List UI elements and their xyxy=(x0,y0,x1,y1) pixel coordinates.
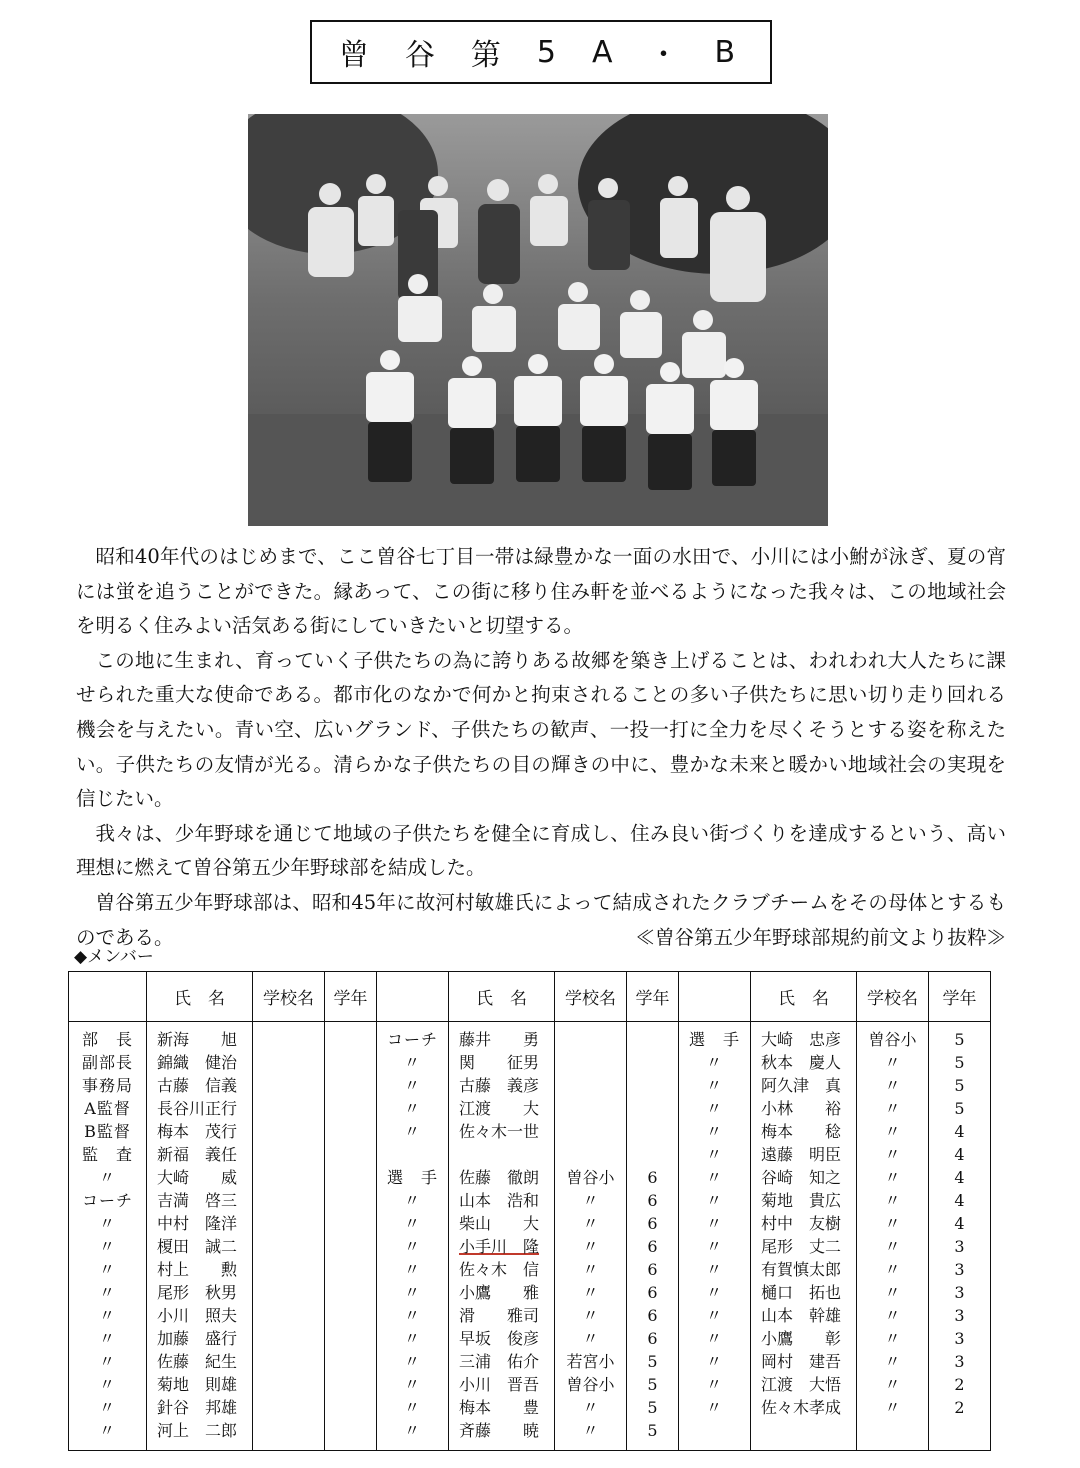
title-char: ・ xyxy=(648,38,687,73)
table-cell: 5 xyxy=(954,1076,965,1095)
table-cell: 〃 xyxy=(705,1168,723,1187)
table-cell: 〃 xyxy=(98,1375,116,1394)
table-cell: 6 xyxy=(647,1329,658,1348)
table-cell: 〃 xyxy=(582,1421,599,1440)
table-cell: 選 手 xyxy=(688,1030,740,1049)
header-school: 学校名 xyxy=(253,972,325,1022)
header-grade: 学年 xyxy=(627,972,679,1022)
source-note: ≪曽谷第五少年野球部規約前文より抜粋≫ xyxy=(635,925,1006,949)
table-cell: コーチ xyxy=(81,1191,133,1210)
table-cell: 小川 晋吾 xyxy=(459,1375,540,1394)
table-cell: 〃 xyxy=(582,1283,599,1302)
table-cell: 〃 xyxy=(403,1099,421,1118)
header-role xyxy=(377,972,449,1022)
table-cell: 〃 xyxy=(98,1421,116,1440)
table-cell: 〃 xyxy=(582,1191,599,1210)
table-cell: 佐藤 徹朗 xyxy=(459,1168,540,1187)
table-cell: 小川 照夫 xyxy=(157,1306,238,1325)
table-cell: 〃 xyxy=(403,1352,421,1371)
table-cell: 加藤 盛行 xyxy=(157,1329,238,1348)
table-cell: 大崎 忠彦 xyxy=(761,1030,842,1049)
table-cell: 〃 xyxy=(98,1398,116,1417)
header-role xyxy=(679,972,751,1022)
table-cell: 若宮小 xyxy=(566,1352,615,1371)
table-cell: 佐々木 信 xyxy=(459,1260,540,1279)
table-cell: 梅本 豊 xyxy=(459,1398,540,1417)
table-cell: 〃 xyxy=(98,1352,116,1371)
table-cell: 5 xyxy=(954,1099,965,1118)
schools-col xyxy=(253,1022,325,1451)
table-cell: 曽谷小 xyxy=(566,1375,615,1394)
table-cell: 梅本 稔 xyxy=(761,1122,842,1141)
header-name: 氏 名 xyxy=(449,972,555,1022)
paragraph: 曽谷第五少年野球部は、昭和45年に故河村敏雄氏によって結成されたクラブチームをその母体とするものである。 xyxy=(76,890,1006,949)
member-table xyxy=(68,971,991,1451)
table-cell: 5 xyxy=(954,1030,965,1049)
table-cell: 〃 xyxy=(98,1214,116,1233)
table-cell: 曽谷小 xyxy=(566,1168,615,1187)
header-school: 学校名 xyxy=(555,972,627,1022)
table-cell: 菊地 貴広 xyxy=(761,1191,842,1210)
table-cell: 〃 xyxy=(884,1191,901,1210)
table-cell: 〃 xyxy=(884,1329,901,1348)
table-cell xyxy=(631,1028,674,1051)
table-cell: 尾形 秋男 xyxy=(157,1283,238,1302)
table-cell: 6 xyxy=(647,1214,658,1233)
title-char: B xyxy=(714,34,744,70)
table-cell: 藤井 勇 xyxy=(459,1030,540,1049)
table-cell xyxy=(559,1097,622,1120)
grades-col xyxy=(929,1022,991,1451)
table-cell: 〃 xyxy=(582,1398,599,1417)
table-cell: 〃 xyxy=(98,1329,116,1348)
table-cell: 秋本 慶人 xyxy=(761,1053,842,1072)
table-cell: 菊地 則雄 xyxy=(157,1375,238,1394)
table-cell: 新海 旭 xyxy=(157,1030,238,1049)
table-cell: 〃 xyxy=(705,1237,723,1256)
table-cell: 榎田 誠二 xyxy=(157,1237,238,1256)
table-cell xyxy=(631,1120,674,1143)
table-cell: 〃 xyxy=(884,1145,901,1164)
title-char: 5 xyxy=(536,34,564,70)
table-cell: 佐藤 紀生 xyxy=(157,1352,238,1371)
table-cell: 〃 xyxy=(582,1214,599,1233)
table-cell: 古藤 信義 xyxy=(157,1076,238,1095)
table-cell: 柴山 大 xyxy=(459,1214,540,1233)
table-cell: 〃 xyxy=(884,1076,901,1095)
table-cell: 〃 xyxy=(403,1421,421,1440)
roles-col xyxy=(377,1022,449,1451)
paragraph: 我々は、少年野球を通じて地域の子供たちを健全に育成し、住み良い街づくりを達成するという、高い理想に燃えて曽谷第五少年野球部を結成した。 xyxy=(76,821,1006,880)
table-cell: 新福 義任 xyxy=(157,1145,238,1164)
table-cell: 〃 xyxy=(403,1375,421,1394)
table-cell: 〃 xyxy=(403,1053,421,1072)
title-char: 第 xyxy=(470,38,509,73)
table-cell: 〃 xyxy=(403,1214,421,1233)
table-cell: 江渡 大 xyxy=(459,1099,540,1118)
table-cell: 関 征男 xyxy=(459,1053,540,1072)
table-cell: コーチ xyxy=(386,1030,438,1049)
table-cell: 〃 xyxy=(403,1329,421,1348)
grades-col xyxy=(627,1022,679,1451)
table-cell: 〃 xyxy=(705,1099,723,1118)
header-grade: 学年 xyxy=(325,972,377,1022)
table-cell: 尾形 丈二 xyxy=(761,1237,842,1256)
table-cell: 斉藤 暁 xyxy=(459,1421,540,1440)
table-cell: 3 xyxy=(954,1237,965,1256)
table-cell: 〃 xyxy=(884,1053,901,1072)
table-cell: 〃 xyxy=(705,1329,723,1348)
table-cell: 〃 xyxy=(403,1122,421,1141)
header-name: 氏 名 xyxy=(147,972,253,1022)
table-cell: 5 xyxy=(647,1398,658,1417)
table-cell: 〃 xyxy=(582,1306,599,1325)
table-cell: 岡村 建吾 xyxy=(761,1352,842,1371)
page-title xyxy=(310,20,772,84)
table-cell: 〃 xyxy=(884,1375,901,1394)
table-cell: 3 xyxy=(954,1283,965,1302)
table-cell: 〃 xyxy=(403,1260,421,1279)
table-cell: 小鷹 彰 xyxy=(761,1329,842,1348)
table-cell: 針谷 邦雄 xyxy=(157,1398,238,1417)
table-cell: 滑 雅司 xyxy=(459,1306,540,1325)
table-cell: 佐々木孝成 xyxy=(761,1398,842,1417)
table-cell: 〃 xyxy=(705,1306,723,1325)
table-cell: 3 xyxy=(954,1260,965,1279)
table-cell: 4 xyxy=(954,1168,965,1187)
roles-col xyxy=(679,1022,751,1451)
table-cell: 〃 xyxy=(884,1099,901,1118)
table-cell: 5 xyxy=(647,1352,658,1371)
table-cell: 中村 隆洋 xyxy=(157,1214,238,1233)
table-cell: 谷崎 知之 xyxy=(761,1168,842,1187)
table-cell: 2 xyxy=(954,1398,965,1417)
table-cell: 〃 xyxy=(582,1329,599,1348)
table-cell: 小林 裕 xyxy=(761,1099,842,1118)
table-cell: 5 xyxy=(647,1421,658,1440)
table-cell: B監督 xyxy=(84,1122,131,1141)
table-cell: 〃 xyxy=(884,1237,901,1256)
names-col xyxy=(147,1022,253,1451)
table-cell: 事務局 xyxy=(81,1076,133,1095)
header-role xyxy=(69,972,147,1022)
header-name: 氏 名 xyxy=(751,972,857,1022)
table-cell: 〃 xyxy=(884,1306,901,1325)
table-cell: 〃 xyxy=(403,1191,421,1210)
table-cell: 有賀慎太郎 xyxy=(761,1260,842,1279)
table-cell: 5 xyxy=(954,1053,965,1072)
table-cell: 小鷹 雅 xyxy=(459,1283,540,1302)
table-cell: 〃 xyxy=(403,1237,421,1256)
table-cell: 山本 幹雄 xyxy=(761,1306,842,1325)
table-cell: 〃 xyxy=(98,1283,116,1302)
team-photo xyxy=(248,114,828,526)
table-cell: 江渡 大悟 xyxy=(761,1375,842,1394)
table-cell: 錦織 健治 xyxy=(157,1053,238,1072)
schools-col xyxy=(857,1022,929,1451)
table-cell: 〃 xyxy=(705,1076,723,1095)
table-cell: 早坂 俊彦 xyxy=(459,1329,540,1348)
title-char: 曾 xyxy=(338,38,377,73)
roles-col xyxy=(69,1022,147,1451)
table-cell: 2 xyxy=(954,1375,965,1394)
table-row xyxy=(69,1022,991,1451)
table-cell: 〃 xyxy=(705,1260,723,1279)
table-cell: 〃 xyxy=(582,1237,599,1256)
table-cell: 〃 xyxy=(884,1260,901,1279)
table-cell: 三浦 佑介 xyxy=(459,1352,540,1371)
table-cell: 〃 xyxy=(705,1375,723,1394)
table-cell: 古藤 義彦 xyxy=(459,1076,540,1095)
team-photo-icon xyxy=(248,114,828,526)
table-cell: 曽谷小 xyxy=(868,1030,917,1049)
table-cell: 〃 xyxy=(884,1214,901,1233)
table-cell: 梅本 茂行 xyxy=(157,1122,238,1141)
table-cell: 3 xyxy=(954,1306,965,1325)
table-cell: 6 xyxy=(647,1191,658,1210)
header-school: 学校名 xyxy=(857,972,929,1022)
table-cell: 3 xyxy=(954,1329,965,1348)
table-cell xyxy=(559,1074,622,1097)
table-cell: 監 査 xyxy=(81,1145,133,1164)
table-cell: 4 xyxy=(954,1214,965,1233)
schools-col xyxy=(555,1022,627,1451)
table-cell: 〃 xyxy=(705,1398,723,1417)
table-cell: 〃 xyxy=(403,1076,421,1095)
table-cell: 〃 xyxy=(98,1260,116,1279)
table-cell: 〃 xyxy=(884,1352,901,1371)
table-cell: 小手川 隆 xyxy=(459,1237,540,1256)
table-cell: 6 xyxy=(647,1168,658,1187)
table-cell: 遠藤 明臣 xyxy=(761,1145,842,1164)
table-cell xyxy=(559,1120,622,1143)
table-cell: 4 xyxy=(954,1145,965,1164)
table-cell: 〃 xyxy=(705,1122,723,1141)
table-cell: 4 xyxy=(954,1122,965,1141)
table-cell: 3 xyxy=(954,1352,965,1371)
table-cell: 副部長 xyxy=(81,1053,133,1072)
table-cell: 〃 xyxy=(884,1122,901,1141)
table-cell xyxy=(559,1051,622,1074)
table-cell: 〃 xyxy=(705,1053,723,1072)
table-cell: 村上 勲 xyxy=(157,1260,238,1279)
table-cell: 〃 xyxy=(884,1398,901,1417)
paragraph: この地に生まれ、育っていく子供たちの為に誇りある故郷を築き上げることは、われわれ大人たちに課せられた重大な使命である。都市化のなかで何かと拘束されることの多い子供たちに思い切り走り回れる機会を与えたい。青い空、広いグランド、子供たちの歓声、一投一打に全力を尽くそうとする姿を称えたい。子供たちの友情が光る。清らかな子供たちの目の輝きの中に、豊かな未来と暖かい地域社会の実現を信じたい。 xyxy=(76,648,1006,811)
table-cell: A監督 xyxy=(84,1099,131,1118)
names-col xyxy=(751,1022,857,1451)
table-cell xyxy=(559,1143,622,1166)
table-cell: 〃 xyxy=(98,1168,116,1187)
table-cell: 吉満 啓三 xyxy=(157,1191,238,1210)
table-cell: 5 xyxy=(647,1375,658,1394)
table-cell: 村中 友樹 xyxy=(761,1214,842,1233)
table-cell: 河上 二郎 xyxy=(157,1421,238,1440)
table-cell xyxy=(453,1143,550,1166)
preamble-text xyxy=(76,540,1006,955)
table-cell: 選 手 xyxy=(386,1168,438,1187)
table-cell: 阿久津 真 xyxy=(761,1076,842,1095)
table-cell: 山本 浩和 xyxy=(459,1191,540,1210)
table-cell: 〃 xyxy=(705,1352,723,1371)
table-header-row xyxy=(69,972,991,1022)
table-cell: 4 xyxy=(954,1191,965,1210)
table-cell: 樋口 拓也 xyxy=(761,1283,842,1302)
table-cell: 〃 xyxy=(884,1168,901,1187)
table-cell: 6 xyxy=(647,1306,658,1325)
table-cell xyxy=(631,1074,674,1097)
table-cell: 〃 xyxy=(403,1398,421,1417)
header-grade: 学年 xyxy=(929,972,991,1022)
table-cell xyxy=(631,1051,674,1074)
table-cell xyxy=(631,1097,674,1120)
table-cell xyxy=(381,1143,444,1166)
table-cell: 〃 xyxy=(884,1283,901,1302)
table-cell: 6 xyxy=(647,1237,658,1256)
table-cell: 〃 xyxy=(705,1283,723,1302)
table-cell: 〃 xyxy=(98,1237,116,1256)
table-cell: 6 xyxy=(647,1260,658,1279)
title-char: A xyxy=(591,34,621,70)
table-cell: 〃 xyxy=(705,1191,723,1210)
table-cell xyxy=(559,1028,622,1051)
table-cell: 長谷川正行 xyxy=(157,1099,238,1118)
table-cell: 部 長 xyxy=(81,1030,133,1049)
table-cell xyxy=(631,1143,674,1166)
members-label: ◆メンバー xyxy=(74,947,154,967)
table-cell: 佐々木一世 xyxy=(459,1122,540,1141)
table-cell: 〃 xyxy=(582,1260,599,1279)
grades-col xyxy=(325,1022,377,1451)
names-col xyxy=(449,1022,555,1451)
table-cell: 大崎 威 xyxy=(157,1168,238,1187)
paragraph: 昭和40年代のはじめまで、ここ曽谷七丁目一帯は緑豊かな一面の水田で、小川には小鮒が泳ぎ、夏の宵には蛍を追うことができた。縁あって、この街に移り住み軒を並べるようになった我々は、この地域社会を明るく住みよい活気ある街にしていきたいと切望する。 xyxy=(76,545,1006,638)
table-cell: 〃 xyxy=(98,1306,116,1325)
table-cell: 6 xyxy=(647,1283,658,1302)
table-cell: 〃 xyxy=(403,1306,421,1325)
table-cell: 〃 xyxy=(705,1214,723,1233)
title-char: 谷 xyxy=(404,38,443,73)
table-cell: 〃 xyxy=(403,1283,421,1302)
table-cell: 〃 xyxy=(705,1145,723,1164)
